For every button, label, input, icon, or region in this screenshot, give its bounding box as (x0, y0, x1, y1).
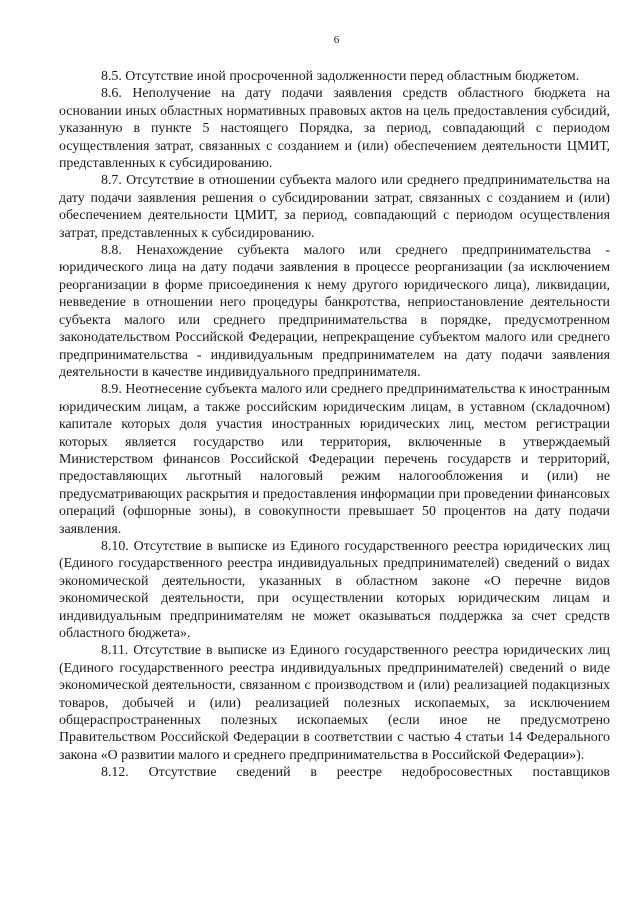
paragraph-8-11: 8.11. Отсутствие в выписке из Единого государственного реестра юридических лиц (Единого государственного реестра индивидуальных предпринимателей) сведений о виде экономической деятельности, связанном с производством и (или) реализацией подакцизных товаров, добычей и (или) реализацией полезных ископаемых, за исключением общераспространенных полезных ископаемых (если иное не предусмотрено Правительством Российской Федерации в соответствии с частью 4 статьи 14 Федерального закона «О развитии малого и среднего предпринимательства в Российской Федерации»). (59, 643, 610, 763)
page-number: 6 (333, 34, 340, 46)
paragraph-8-10: 8.10. Отсутствие в выписке из Единого государственного реестра юридических лиц (Единого государственного реестра индивидуальных предпринимателей) сведений о видах экономической деятельности, указанных в областном законе «О перечне видов экономической деятельности, при осуществлении которых юридическим лицам и индивидуальным предпринимателям не может оказываться поддержка за счет средств областного бюджета». (59, 538, 610, 641)
paragraph-8-7: 8.7. Отсутствие в отношении субъекта малого или среднего предпринимательства на дату подачи заявления решения о субсидировании затрат, связанных с созданием и (или) обеспечением деятельности ЦМИТ, за период, совпадающий с периодом осуществления затрат, представленных к субсидированию. (59, 173, 610, 241)
paragraph-8-8: 8.8. Ненахождение субъекта малого или среднего предпринимательства - юридического лица на дату подачи заявления в процессе реорганизации (за исключением реорганизации в форме присоединения к нему другого юридического лица), ликвидации, невведение в отношении него процедуры банкротства, неприостановление деятельности субъекта малого или среднего предпринимательства в порядке, предусмотренном законодательством Российской Федерации, непрекращение субъектом малого или среднего предпринимательства - индивидуальным предпринимателем на дату подачи заявления деятельности в качестве индивидуального предпринимателя. (59, 243, 610, 380)
paragraph-8-9: 8.9. Неотнесение субъекта малого или среднего предпринимательства к иностранным юридическим лицам, а также российским юридическим лицам, в уставном (складочном) капитале которых доля участия иностранных юридических лиц, местом регистрации которых является государство или территория, включенные в утверждаемый Министерством финансов Российской Федерации перечень государств и территорий, предоставляющих льготный налоговый режим налогообложения и (или) не предусматривающих раскрытия и предоставления информации при проведении финансовых операций (офшорные зоны), в совокупности превышает 50 процентов на дату подачи заявления. (59, 382, 610, 537)
paragraph-8-6: 8.6. Неполучение на дату подачи заявления средств областного бюджета на основании иных областных нормативных правовых актов на цель предоставления субсидий, указанную в пункте 5 настоящего Порядка, за период, совпадающий с периодом осуществления затрат, связанных с созданием и (или) обеспечением деятельности ЦМИТ, представленных к субсидированию. (59, 86, 610, 172)
paragraph-8-5: 8.5. Отсутствие иной просроченной задолженности перед областным бюджетом. (101, 69, 580, 84)
paragraph-8-12: 8.12. Отсутствие сведений в реестре недобросовестных поставщиков (101, 765, 610, 781)
